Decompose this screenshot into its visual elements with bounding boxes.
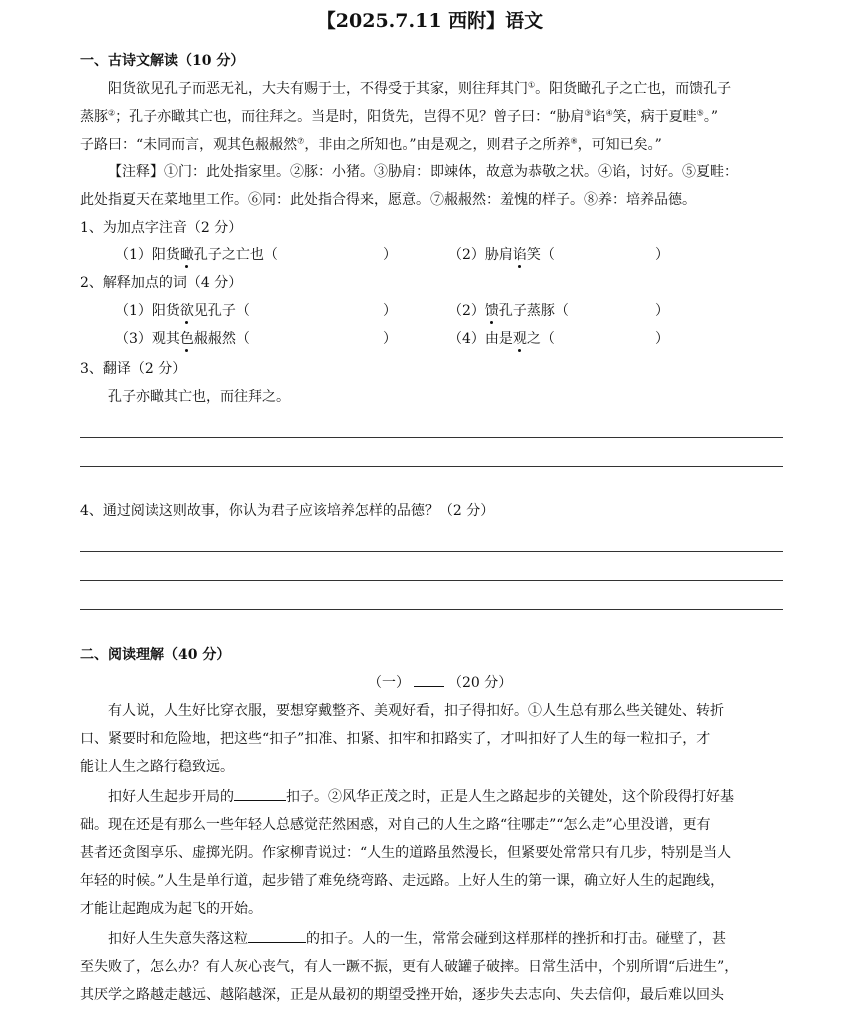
answer-line[interactable]: [80, 437, 783, 438]
reading-line: 扣好人生起步开局的 扣子。②风华正茂之时，正是人生之路起步的关键处，这个阶段得打好基: [108, 789, 734, 805]
answer-line[interactable]: [80, 580, 783, 581]
reading-line: 口、紧要时和危险地，把这些“扣子”扣准、扣紧、扣牢和扣路实了，才叫扣好了人生的每一粒扣子，才: [80, 731, 711, 747]
reading-line: 其厌学之路越走越远、越陷越深，正是从最初的期望受挫开始，逐步失去志向、失去信仰，最后难以回头: [80, 987, 724, 1003]
question-1-item-2-close: ）: [655, 247, 669, 263]
reading-line: 至失败了，怎么办？有人灰心丧气，有人一蹶不振，更有人破罐子破摔。日常生活中，个别所谓“后进生”，: [80, 959, 739, 975]
question-2-item-4-close: ）: [655, 331, 669, 347]
question-2-item-1: （1）阳货欲见孔子（: [115, 300, 250, 320]
annotation-line-1: 【注释】①门：此处指家里。②豚：小猪。③胁肩：即竦体，故意为恭敬之状。④谄，讨好。⑤夏畦：: [108, 164, 738, 180]
reading-line: 甚者还贪图享乐、虚掷光阴。作家柳青说过：“人生的道路虽然漫长，但紧要处常常只有几步，特别是当人: [80, 845, 732, 861]
title-blank: [414, 686, 444, 687]
passage-line-1: 阳货欲见孔子而恶无礼，大夫有赐于士，不得受于其家，则往拜其门①。阳货瞰孔子之亡也，而馈孔子: [108, 80, 732, 97]
question-2-item-2-close: ）: [655, 303, 669, 319]
question-2-item-2: （2）馈孔子蒸豚（: [448, 300, 569, 320]
reading-line: 扣好人生失意失落这粒 的扣子。人的一生，常常会碰到这样那样的挫折和打击。碰壁了，甚: [108, 931, 726, 947]
answer-line[interactable]: [80, 609, 783, 610]
question-2-item-3: （3）观其色赧赧然（: [115, 328, 250, 348]
section-1-heading: 一、古诗文解读（10 分）: [80, 53, 245, 69]
reading-line: 年轻的时候。”人生是单行道，起步错了难免绕弯路、走远路。上好人生的第一课，确立好人生的起跑线，: [80, 873, 725, 889]
question-4: 4、通过阅读这则故事，你认为君子应该培养怎样的品德？（2 分）: [80, 503, 495, 519]
page-title: 【2025.7.11 西附】语文: [316, 10, 544, 32]
passage-line-2: 蒸豚②；孔子亦瞰其亡也，而往拜之。当是时，阳货先，岂得不见？曾子曰：“胁肩③谄④笑，病于夏畦⑤。”: [80, 108, 719, 125]
question-3-text: 孔子亦瞰其亡也，而往拜之。: [108, 389, 290, 405]
reading-line: 能让人生之路行稳致远。: [80, 759, 234, 775]
question-3: 3、翻译（2 分）: [80, 361, 187, 377]
question-1-item-1-close: ）: [383, 247, 397, 263]
annotation-line-2: 此处指夏天在菜地里工作。⑥同：此处指合得来，愿意。⑦赧赧然：羞愧的样子。⑧养：培养品德。: [80, 192, 696, 208]
question-2-item-3-close: ）: [383, 331, 397, 347]
question-1-item-2: （2）胁肩谄笑（: [448, 244, 555, 264]
reading-line: 有人说，人生好比穿衣服，要想穿戴整齐、美观好看，扣子得扣好。①人生总有那么些关键处、转折: [108, 703, 724, 719]
question-2: 2、解释加点的词（4 分）: [80, 275, 243, 291]
subsection-title: （一） （20 分）: [368, 675, 513, 691]
question-2-item-4: （4）由是观之（: [448, 328, 555, 348]
reading-line: 才能让起跑成为起飞的开始。: [80, 901, 262, 917]
question-1: 1、为加点字注音（2 分）: [80, 220, 243, 236]
fill-blank: [234, 800, 286, 801]
reading-line: 础。现在还是有那么一些年轻人总感觉茫然困惑，对自己的人生之路“往哪走”“怎么走”心里没谱，更有: [80, 817, 711, 833]
fill-blank: [248, 942, 306, 943]
question-1-item-1: （1）阳货瞰孔子之亡也（: [115, 244, 278, 264]
passage-line-3: 子路曰：“未同而言，观其色赧赧然⑦，非由之所知也。”由是观之，则君子之所养⑧，可知已矣。”: [80, 136, 662, 153]
question-2-item-1-close: ）: [383, 303, 397, 319]
answer-line[interactable]: [80, 551, 783, 552]
section-2-heading: 二、阅读理解（40 分）: [80, 647, 231, 663]
answer-line[interactable]: [80, 466, 783, 467]
